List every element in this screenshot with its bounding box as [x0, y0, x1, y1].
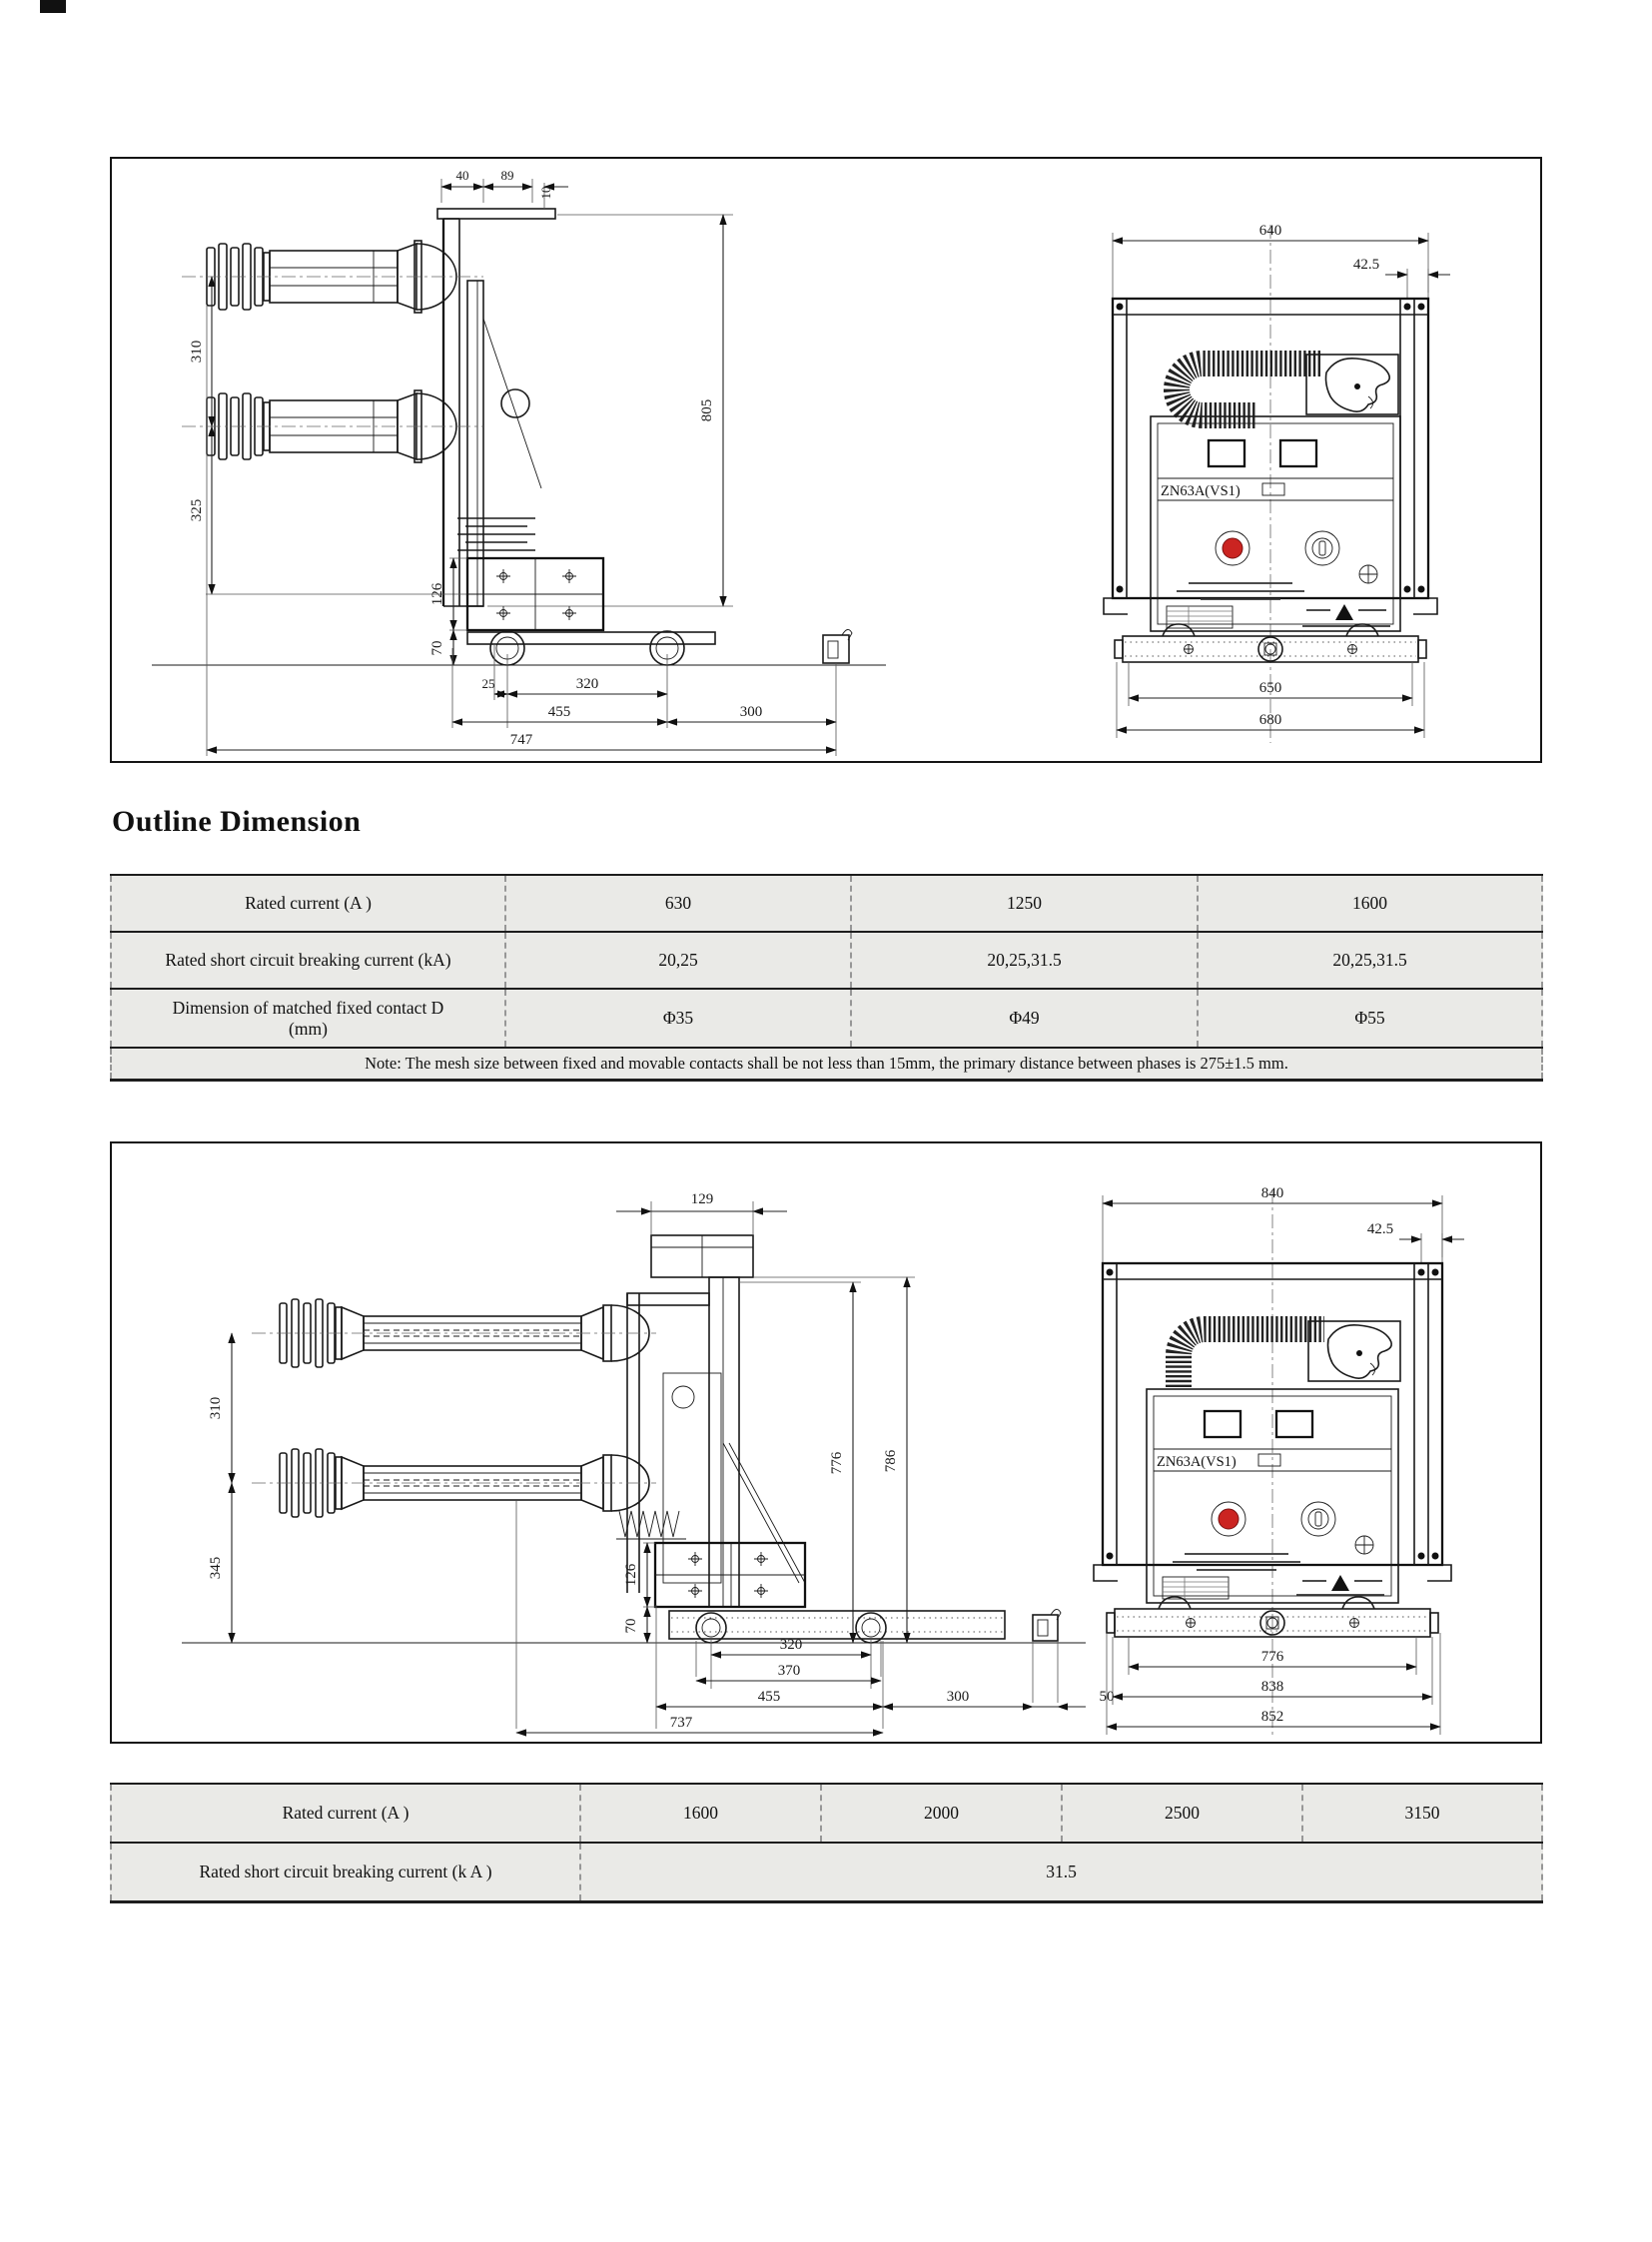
cell-value: 3150	[1301, 1785, 1543, 1842]
warning-triangle-icon	[1335, 604, 1353, 620]
table-row	[110, 990, 1543, 1049]
charging-port	[1355, 1536, 1373, 1554]
cell-value: 2000	[820, 1785, 1061, 1842]
indicator-window	[1280, 440, 1316, 466]
cell-value: Φ55	[1197, 990, 1543, 1047]
breaker-drawing-2	[112, 1143, 1540, 1742]
dim-label-840: 840	[1260, 1185, 1284, 1201]
row-label: Rated short circuit breaking current (k A )	[110, 1844, 579, 1900]
dim-label-10: 10	[538, 186, 553, 200]
rear-roller-1	[823, 629, 852, 663]
row-label: Rated current (A )	[110, 876, 504, 931]
cell-value: 20,25,31.5	[1197, 933, 1543, 988]
cell-value: 630	[504, 876, 850, 931]
upper-bushing-1	[182, 241, 483, 313]
cell-value: 1600	[579, 1785, 820, 1842]
table-row	[110, 1785, 1543, 1844]
panel-text-lines	[1177, 583, 1304, 599]
table-note-row	[110, 1049, 1543, 1082]
table-row	[110, 876, 1543, 933]
cell-value: Φ35	[504, 990, 850, 1047]
dim-label-25: 25	[481, 676, 495, 691]
panel-model-label: ZN63A(VS1)	[1157, 1454, 1237, 1470]
dim-label-345: 345	[208, 1556, 224, 1580]
cell-value: 2500	[1061, 1785, 1301, 1842]
row-label	[110, 990, 504, 1047]
dim-label-320: 320	[575, 676, 599, 692]
dim-label-455: 455	[757, 1689, 781, 1705]
indicator-window	[1209, 440, 1244, 466]
indicator-window	[1276, 1411, 1312, 1437]
dim-label-129: 129	[690, 1191, 714, 1207]
dim-label-42-5: 42.5	[1366, 1221, 1394, 1237]
dim-label-805: 805	[699, 398, 715, 422]
close-button	[1301, 1502, 1335, 1536]
close-button	[1305, 531, 1339, 565]
cell-value: 1600	[1197, 876, 1543, 931]
cell-value: Φ49	[850, 990, 1197, 1047]
dim-label-852: 852	[1260, 1709, 1284, 1725]
page-title: Outline Dimension	[112, 805, 362, 838]
dim-label-310: 310	[208, 1396, 224, 1420]
dim-label-370: 370	[777, 1663, 801, 1679]
cell-value: 20,25	[504, 933, 850, 988]
panel-text-lines	[1173, 1554, 1300, 1570]
page-corner-mark	[40, 0, 66, 13]
side-view-2	[182, 1191, 1115, 1733]
dim-label-42-5: 42.5	[1352, 257, 1380, 273]
row-label-line1: Dimension of matched fixed contact D	[172, 997, 444, 1018]
front-view-1	[1104, 223, 1450, 743]
cell-value: 20,25,31.5	[850, 933, 1197, 988]
outline-dimension-table	[110, 874, 1543, 1082]
warning-triangle-icon	[1331, 1575, 1349, 1591]
dim-label-320: 320	[779, 1637, 803, 1653]
hook-latch	[1308, 1321, 1400, 1381]
indicator-window	[1205, 1411, 1240, 1437]
dim-label-126: 126	[623, 1563, 639, 1587]
table-row	[110, 933, 1543, 990]
lower-bushing-1	[182, 390, 483, 462]
dim-label-70: 70	[429, 640, 445, 656]
row-label-line2: (mm)	[289, 1018, 328, 1039]
red-trip-button	[1223, 538, 1242, 558]
front-view-2	[1094, 1185, 1464, 1735]
dim-label-300: 300	[739, 704, 763, 720]
table-row	[110, 1844, 1543, 1903]
dim-label-776: 776	[829, 1451, 845, 1475]
dim-label-747: 747	[509, 732, 533, 748]
rating-table-2	[110, 1783, 1543, 1903]
dim-label-650: 650	[1258, 680, 1282, 696]
row-label: Rated current (A )	[110, 1785, 579, 1842]
dim-label-737: 737	[669, 1715, 693, 1731]
outline-drawing-box-1	[110, 157, 1542, 763]
cell-value-merged: 31.5	[579, 1844, 1543, 1900]
dim-label-838: 838	[1260, 1679, 1284, 1695]
breaker-drawing-1	[112, 159, 1540, 761]
dim-label-40: 40	[455, 168, 469, 183]
dim-label-89: 89	[500, 168, 514, 183]
dim-label-310: 310	[189, 340, 205, 364]
dim-label-300: 300	[946, 1689, 970, 1705]
charging-port	[1359, 565, 1377, 583]
red-trip-button	[1219, 1509, 1239, 1529]
dim-label-50: 50	[1099, 1689, 1115, 1705]
lower-bushing-2	[252, 1449, 656, 1517]
cell-value: 1250	[850, 876, 1197, 931]
flexible-conduit	[1179, 1329, 1324, 1387]
upper-bushing-2	[252, 1299, 656, 1367]
flexible-conduit	[1177, 364, 1320, 415]
dim-label-70: 70	[623, 1618, 639, 1634]
dim-label-325: 325	[189, 498, 205, 522]
dim-label-126: 126	[429, 582, 445, 606]
table-note: Note: The mesh size between fixed and movable contacts shall be not less than 15mm, the primary distance between phases is 275±1.5 mm.	[110, 1049, 1543, 1079]
dim-label-786: 786	[883, 1449, 899, 1473]
side-view-1	[152, 168, 886, 756]
dim-label-455: 455	[547, 704, 571, 720]
row-label: Rated short circuit breaking current (kA)	[110, 933, 504, 988]
outline-drawing-box-2	[110, 1141, 1542, 1744]
rear-roller-2	[1033, 1609, 1061, 1641]
dim-label-776: 776	[1260, 1649, 1284, 1665]
dim-label-640: 640	[1258, 223, 1282, 239]
dim-label-680: 680	[1258, 712, 1282, 728]
panel-model-label: ZN63A(VS1)	[1161, 483, 1240, 499]
